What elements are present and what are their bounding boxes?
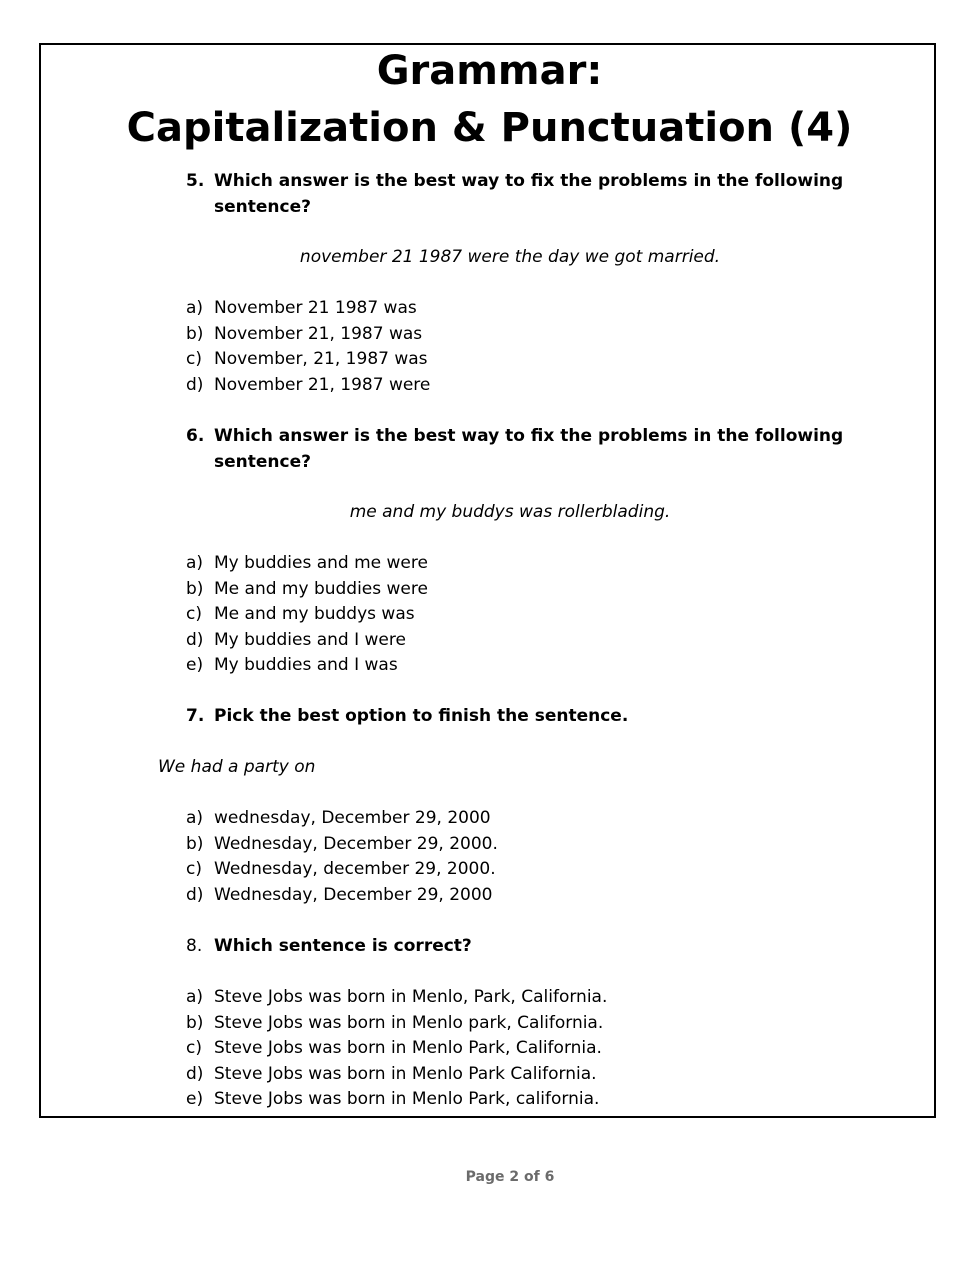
option-text: Steve Jobs was born in Menlo Park, california. — [214, 1089, 600, 1109]
option-text: Steve Jobs was born in Menlo Park California. — [214, 1064, 597, 1084]
option-text: Wednesday, December 29, 2000 — [214, 885, 493, 905]
question-number: 7. — [186, 706, 205, 726]
option-text: My buddies and me were — [214, 553, 428, 573]
question-prompt: We had a party on — [158, 757, 316, 777]
option-text: November 21, 1987 were — [214, 375, 431, 395]
option-letter: b) — [186, 324, 204, 344]
option-letter: e) — [186, 655, 204, 675]
option-text: Steve Jobs was born in Menlo, Park, California. — [214, 987, 608, 1007]
question-text-line2: sentence? — [214, 452, 311, 472]
question-text-line1: Which sentence is correct? — [214, 936, 472, 956]
question-number: 5. — [186, 171, 205, 191]
option-text: My buddies and I was — [214, 655, 398, 675]
option-letter: a) — [186, 553, 204, 573]
option-text: Me and my buddys was — [214, 604, 415, 624]
question-text-line2: sentence? — [214, 197, 311, 217]
option-text: Wednesday, december 29, 2000. — [214, 859, 496, 879]
question-prompt: november 21 1987 were the day we got married. — [299, 247, 721, 267]
option-letter: d) — [186, 375, 204, 395]
option-letter: a) — [186, 987, 204, 1007]
option-letter: e) — [186, 1089, 204, 1109]
option-letter: c) — [186, 1038, 202, 1058]
option-letter: a) — [186, 298, 204, 318]
option-text: November, 21, 1987 was — [214, 349, 428, 369]
question-text-line1: Pick the best option to finish the sentence. — [214, 706, 629, 726]
question-text-line1: Which answer is the best way to fix the problems in the following — [214, 426, 844, 446]
option-letter: c) — [186, 349, 202, 369]
page-border-frame — [39, 43, 936, 1118]
question-prompt: me and my buddys was rollerblading. — [349, 502, 671, 522]
option-letter: b) — [186, 579, 204, 599]
option-letter: b) — [186, 834, 204, 854]
option-letter: d) — [186, 630, 204, 650]
question-number: 6. — [186, 426, 205, 446]
option-text: My buddies and I were — [214, 630, 406, 650]
option-text: Wednesday, December 29, 2000. — [214, 834, 498, 854]
option-text: Steve Jobs was born in Menlo Park, California. — [214, 1038, 602, 1058]
option-letter: d) — [186, 1064, 204, 1084]
option-letter: d) — [186, 885, 204, 905]
page-title-line1: Grammar: — [376, 48, 603, 94]
option-letter: c) — [186, 604, 202, 624]
option-text: November 21, 1987 was — [214, 324, 423, 344]
option-text: Steve Jobs was born in Menlo park, California. — [214, 1013, 604, 1033]
option-text: November 21 1987 was — [214, 298, 417, 318]
question-text-line1: Which answer is the best way to fix the problems in the following — [214, 171, 844, 191]
option-text: Me and my buddies were — [214, 579, 428, 599]
option-letter: a) — [186, 808, 204, 828]
option-letter: c) — [186, 859, 202, 879]
option-letter: b) — [186, 1013, 204, 1033]
page-title-line2: Capitalization & Punctuation (4) — [126, 105, 853, 151]
page-number-footer: Page 2 of 6 — [465, 1169, 555, 1185]
option-text: wednesday, December 29, 2000 — [214, 808, 491, 828]
question-number: 8. — [186, 936, 203, 956]
